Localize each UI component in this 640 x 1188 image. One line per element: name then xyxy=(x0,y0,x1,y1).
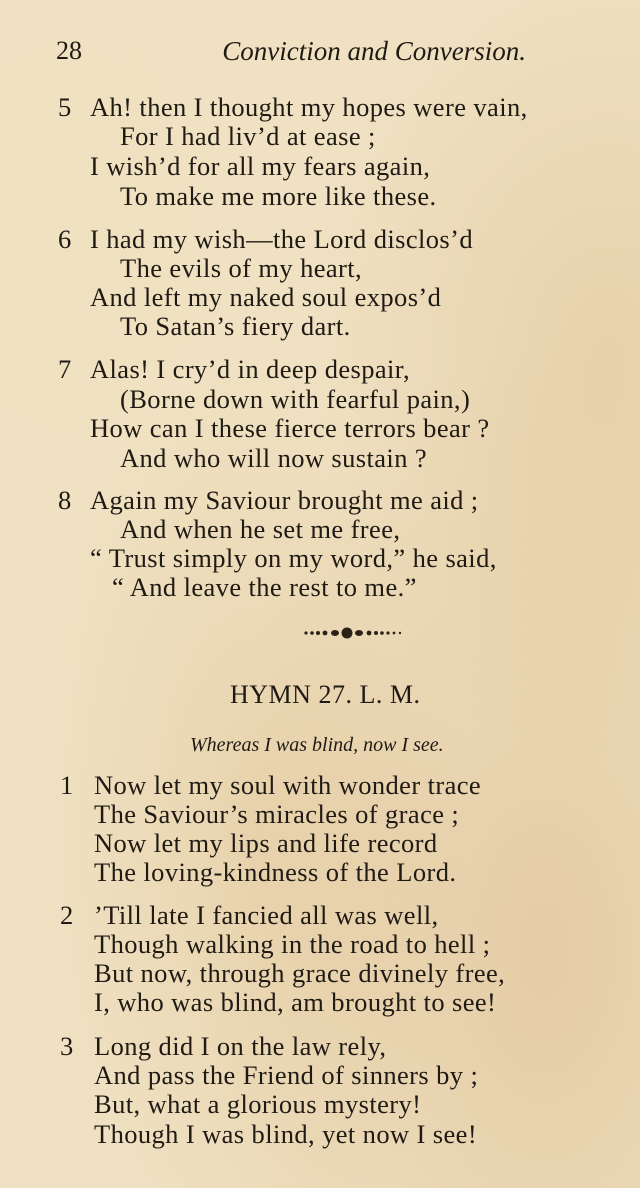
verse-line: And when he set me free, xyxy=(120,514,401,544)
stanza-number: 5 xyxy=(58,92,72,122)
verse-line: The evils of my heart, xyxy=(120,253,363,283)
stanza-number: 1 xyxy=(60,770,74,800)
verse-line: Though walking in the road to hell ; xyxy=(94,929,491,959)
verse-line: I wish’d for all my fears again, xyxy=(90,151,431,181)
verse-line: And who will now sustain ? xyxy=(120,443,428,473)
stanza-number: 8 xyxy=(58,485,72,515)
running-title: Conviction and Conversion. xyxy=(222,36,526,66)
verse-line: Now let my lips and life record xyxy=(94,828,438,858)
verse-line: But now, through grace divinely free, xyxy=(94,958,506,988)
verse-line: I, who was blind, am brought to see! xyxy=(94,987,497,1017)
stanza-number: 2 xyxy=(60,900,74,930)
verse-line: To Satan’s fiery dart. xyxy=(120,311,351,341)
verse-line: Ah! then I thought my hopes were vain, xyxy=(90,92,528,122)
verse-line: Alas! I cry’d in deep despair, xyxy=(90,354,410,384)
page-header xyxy=(56,36,526,76)
verse-line: (Borne down with fearful pain,) xyxy=(120,384,471,414)
verse-line: “ Trust simply on my word,” he said, xyxy=(90,543,497,573)
verse-line: Now let my soul with wonder trace xyxy=(94,770,482,800)
verse-line: For I had liv’d at ease ; xyxy=(120,121,376,151)
stanza-number: 6 xyxy=(58,224,72,254)
verse-line: And left my naked soul expos’d xyxy=(90,282,442,312)
verse-line: The loving-kindness of the Lord. xyxy=(94,857,457,887)
verse-line: “ And leave the rest to me.” xyxy=(112,572,417,602)
page-number: 28 xyxy=(56,36,82,65)
hymn-subtitle: Whereas I was blind, now I see. xyxy=(190,734,444,756)
verse-line: To make me more like these. xyxy=(120,181,437,211)
stanza-number: 7 xyxy=(58,354,72,384)
verse-line: ’Till late I fancied all was well, xyxy=(94,900,439,930)
verse-line: And pass the Friend of sinners by ; xyxy=(94,1060,479,1090)
verse-line: I had my wish—the Lord disclos’d xyxy=(90,224,474,254)
verse-line: The Saviour’s miracles of grace ; xyxy=(94,799,460,829)
verse-line: Though I was blind, yet now I see! xyxy=(94,1119,478,1149)
verse-line: Again my Saviour brought me aid ; xyxy=(90,485,479,515)
verse-line: How can I these fierce terrors bear ? xyxy=(90,413,490,443)
ornament-divider-icon xyxy=(300,622,430,644)
stanza-number: 3 xyxy=(60,1031,74,1061)
hymn-title: HYMN 27. L. M. xyxy=(230,680,421,709)
verse-line: Long did I on the law rely, xyxy=(94,1031,387,1061)
verse-line: But, what a glorious mystery! xyxy=(94,1089,422,1119)
